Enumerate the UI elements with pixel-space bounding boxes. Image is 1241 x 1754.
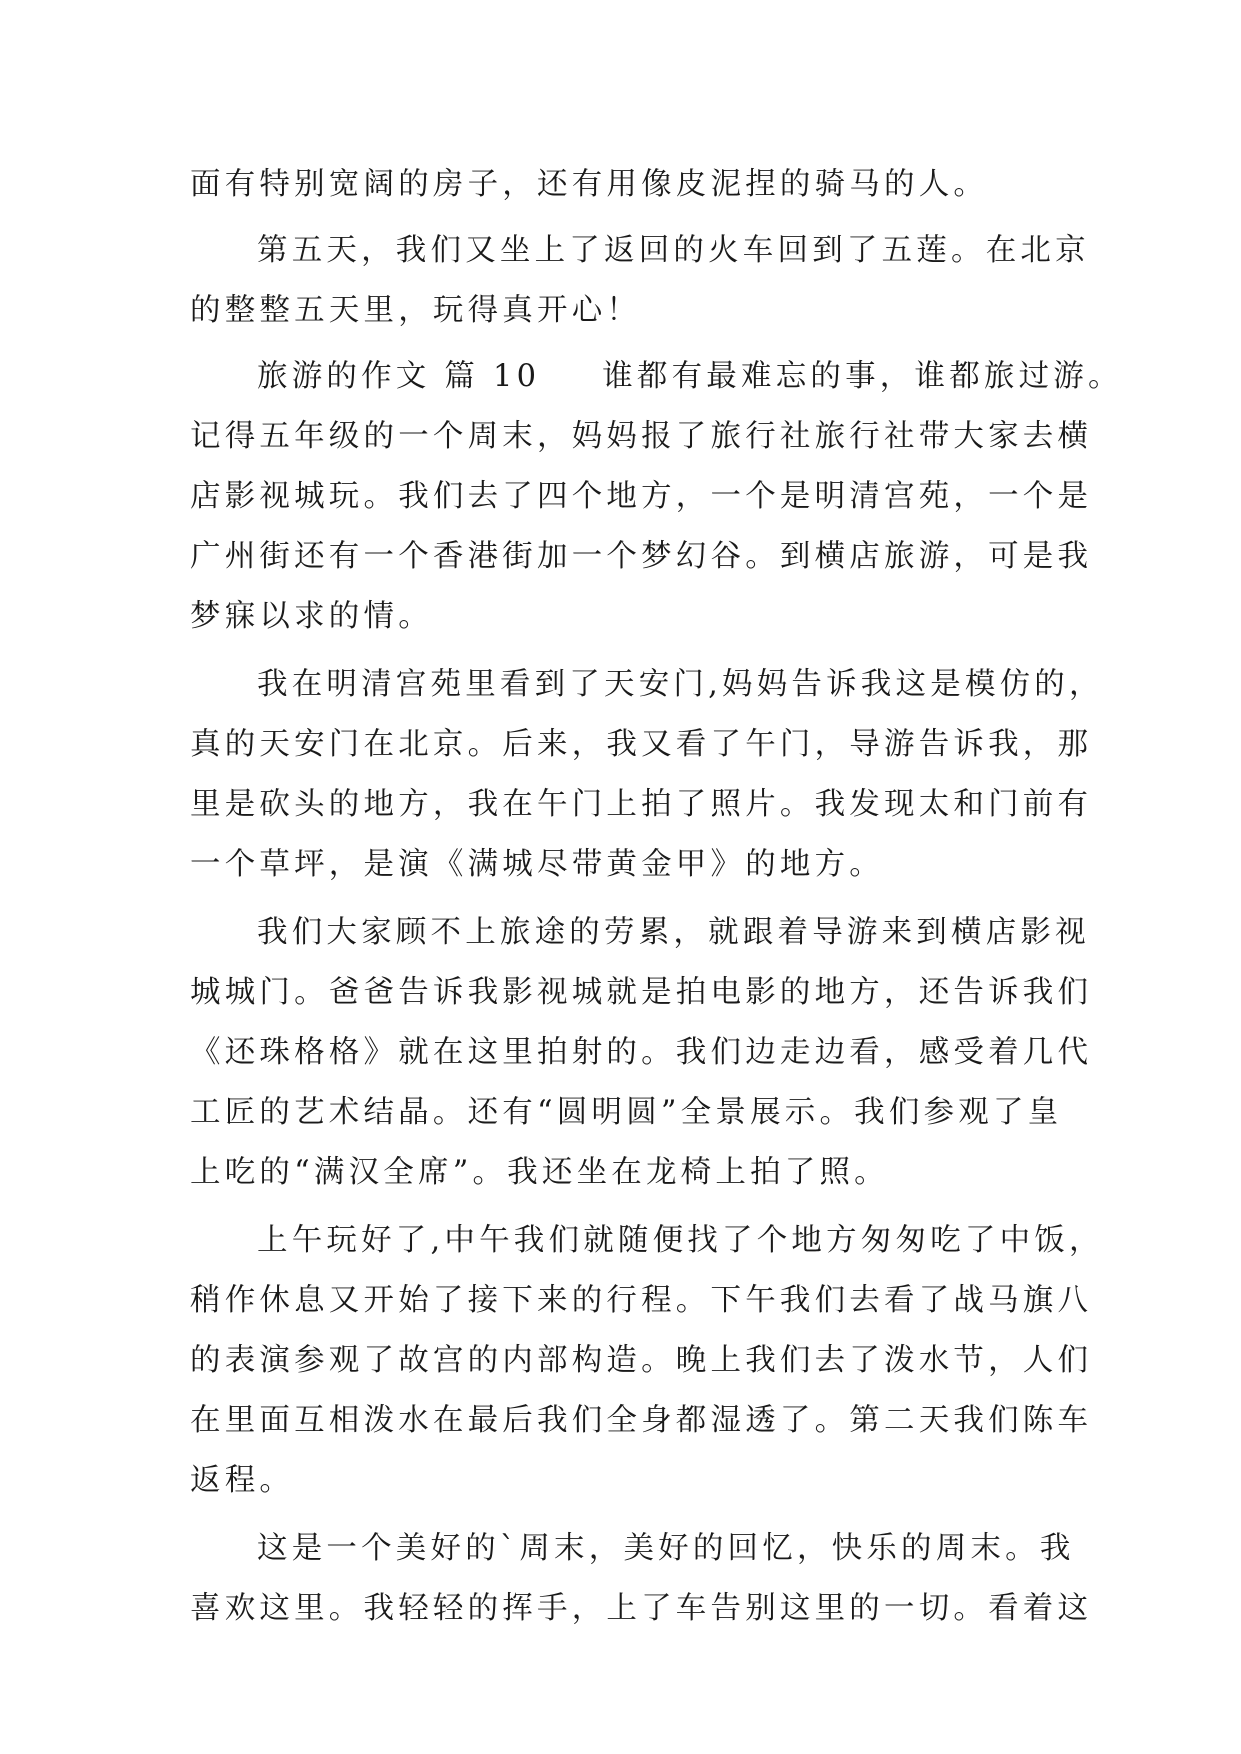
text-line: 在里面互相泼水在最后我们全身都湿透了。第二天我们陈车 [190,1403,1093,1438]
text-line: 工匠的艺术结晶。还有“圆明圆”全景展示。我们参观了皇 [190,1095,1063,1130]
paragraph [190,903,1093,1203]
text-line: 城城门。爸爸告诉我影视城就是拍电影的地方，还告诉我们 [190,975,1093,1010]
text-fragment: 谁都有最难忘的事，谁都旅过游。 [602,359,1123,394]
text-line: 我们大家顾不上旅途的劳累，就跟着导游来到横店影视 [257,915,1090,950]
essay-body [190,155,1123,1639]
text-line: 《还珠格格》就在这里拍射的。我们边走边看，感受着几代 [190,1035,1093,1070]
text-line: 上吃的“满汉全席”。我还坐在龙椅上拍了照。 [190,1155,889,1190]
paragraph [190,347,1123,647]
text-line: 稍作休息又开始了接下来的行程。下午我们去看了战马旗八 [190,1283,1093,1318]
text-line [190,347,1123,407]
text-line: 喜欢这里。我轻轻的挥手，上了车告别这里的一切。看着这 [190,1591,1093,1626]
text-line: 的表演参观了故宫的内部构造。晚上我们去了泼水节，人们 [190,1343,1093,1378]
text-line: 上午玩好了,中午我们就随便找了个地方匆匆吃了中饭， [257,1223,1104,1258]
text-line: 一个草坪，是演《满城尽带黄金甲》的地方。 [190,847,884,882]
text-line: 店影视城玩。我们去了四个地方，一个是明清宫苑，一个是 [190,479,1093,514]
text-line: 返程。 [190,1463,295,1498]
text-line: 里是砍头的地方，我在午门上拍了照片。我发现太和门前有 [190,787,1093,822]
text-line: 记得五年级的一个周末，妈妈报了旅行社旅行社带大家去横 [190,419,1093,454]
paragraph [190,1211,1104,1511]
paragraph [190,221,1090,341]
paragraph [190,655,1104,895]
text-line: 面有特别宽阔的房子，还有用像皮泥捏的骑马的人。 [190,167,989,202]
text-line: 我在明清宫苑里看到了天安门,妈妈告诉我这是模仿的， [257,667,1104,702]
text-line: 的整整五天里，玩得真开心！ [190,293,642,328]
text-line: 梦寐以求的情。 [190,599,433,634]
text-line: 这是一个美好的`周末，美好的回忆，快乐的周末。我 [257,1531,1075,1566]
paragraph [190,1519,1093,1639]
text-line: 真的天安门在北京。后来，我又看了午门，导游告诉我，那 [190,727,1093,762]
section-title: 旅游的作文 篇 10 [257,359,541,394]
text-line: 第五天，我们又坐上了返回的火车回到了五莲。在北京 [257,233,1090,268]
text-line: 广州街还有一个香港街加一个梦幻谷。到横店旅游，可是我 [190,539,1093,574]
paragraph [190,155,1060,215]
